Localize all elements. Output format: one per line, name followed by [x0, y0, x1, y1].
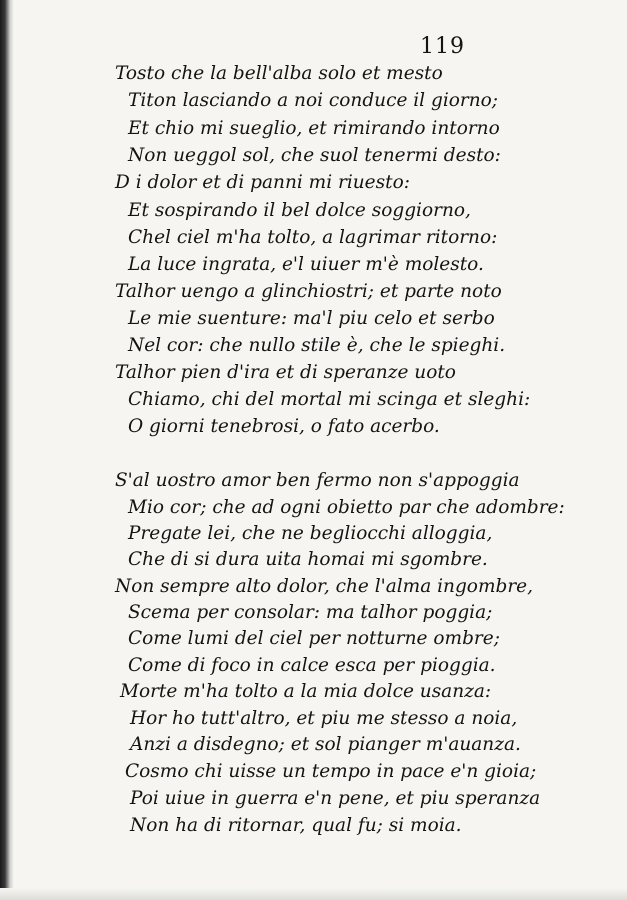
verse-line: Mio cor; che ad ogni obietto par che adombre:	[128, 497, 565, 518]
verse-line: Morte m'ha tolto a la mia dolce usanza:	[120, 681, 492, 702]
verse-line: Anzi a disdegno; et sol pianger m'auanza.	[130, 734, 521, 755]
verse-line: Le mie suenture: ma'l piu celo et serbo	[128, 308, 495, 329]
verse-line: D i dolor et di panni mi riuesto:	[115, 172, 410, 193]
verse-line: Scema per consolar: ma talhor poggia;	[128, 602, 493, 623]
verse-line: Nel cor: che nullo stile è, che le spieghi.	[128, 335, 506, 356]
verse-line: Titon lasciando a noi conduce il giorno;	[128, 90, 499, 111]
verse-line: Non ueggol sol, che suol tenermi desto:	[128, 145, 501, 166]
verse-line: Et chio mi sueglio, et rimirando intorno	[128, 118, 500, 139]
verse-line: Talhor uengo a glinchiostri; et parte noto	[115, 281, 502, 302]
verse-line: Che di si dura uita homai mi sgombre.	[128, 549, 488, 570]
verse-line: O giorni tenebrosi, o fato acerbo.	[128, 416, 440, 437]
verse-line: S'al uostro amor ben fermo non s'appoggia	[115, 470, 520, 491]
verse-line: Chel ciel m'ha tolto, a lagrimar ritorno:	[128, 227, 498, 248]
verse-line: Cosmo chi uisse un tempo in pace e'n gioia;	[125, 761, 537, 782]
verse-line: Come lumi del ciel per notturne ombre;	[128, 628, 500, 649]
verse-line: Non ha di ritornar, qual fu; si moia.	[130, 815, 462, 836]
verse-line: Come di foco in calce esca per pioggia.	[128, 655, 496, 676]
verse-line: Tosto che la bell'alba solo et mesto	[115, 63, 443, 84]
verse-line: Pregate lei, che ne begliocchi alloggia,	[128, 523, 493, 544]
verse-line: Chiamo, chi del mortal mi scinga et sleghi:	[128, 389, 531, 410]
verse-line: Poi uiue in guerra e'n pene, et piu speranza	[130, 788, 541, 809]
page-gutter-shadow	[0, 0, 14, 900]
verse-line: Non sempre alto dolor, che l'alma ingombre,	[115, 576, 534, 597]
verse-line: Et sospirando il bel dolce soggiorno,	[128, 200, 471, 221]
verse-line: La luce ingrata, e'l uiuer m'è molesto.	[128, 254, 484, 275]
verse-line: Talhor pien d'ira et di speranze uoto	[115, 362, 456, 383]
page-number: 119	[420, 34, 465, 59]
page-bottom-edge	[0, 888, 627, 900]
verse-line: Hor ho tutt'altro, et piu me stesso a noia,	[130, 708, 518, 729]
